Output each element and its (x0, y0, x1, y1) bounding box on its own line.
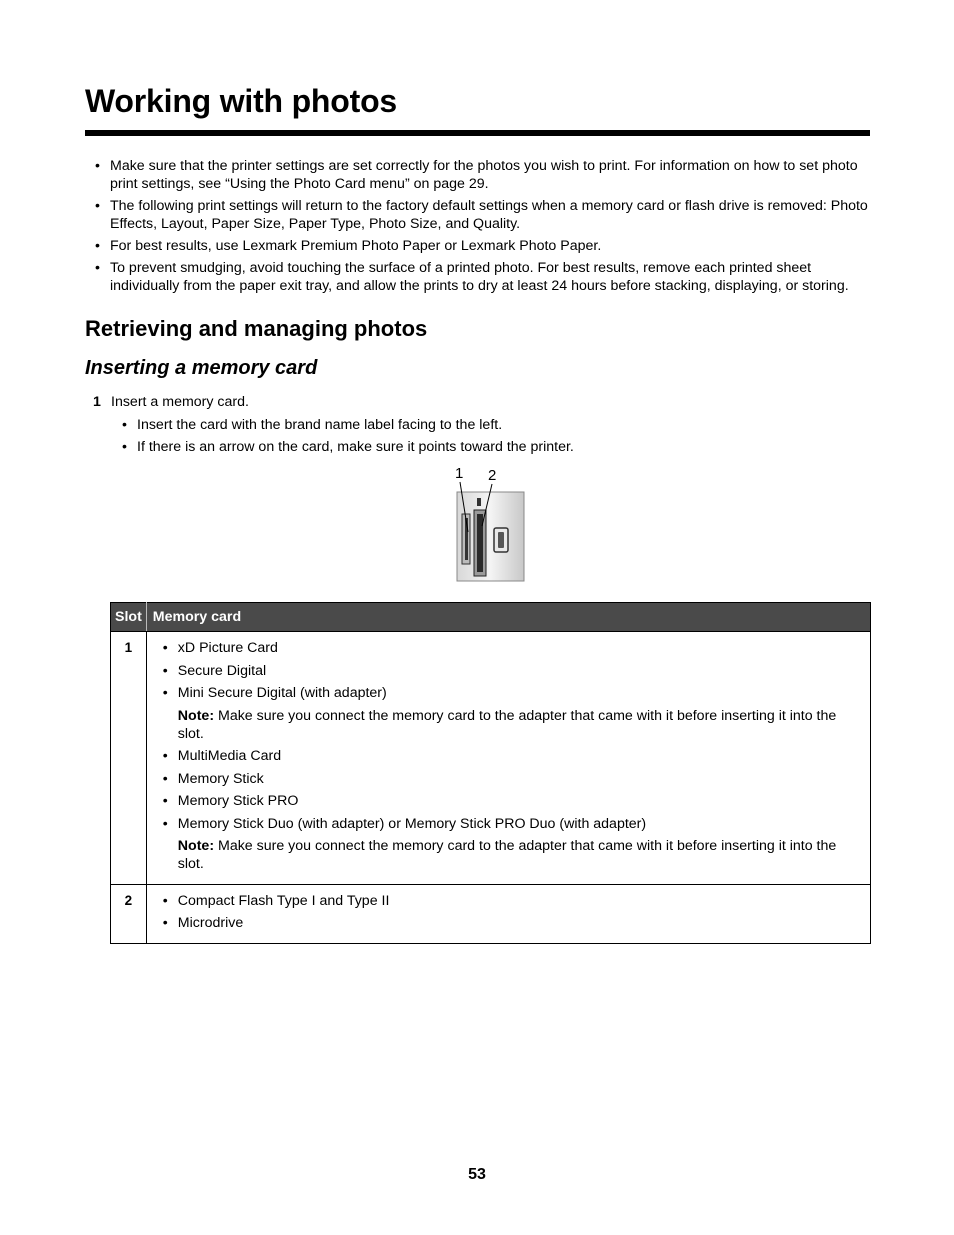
list-item: • Compact Flash Type I and Type II (162, 892, 390, 909)
bullet-icon: • (95, 158, 100, 174)
bullet-icon: • (162, 770, 168, 787)
list-item: • MultiMedia Card (162, 748, 282, 764)
list-item: • Memory Stick PRO (162, 793, 299, 809)
bullet-icon: • (95, 238, 100, 254)
memory-card-cell (146, 884, 870, 943)
page-number: 53 (468, 1166, 486, 1183)
step-text: Insert a memory card. (111, 394, 249, 410)
table-row (111, 632, 871, 885)
bullet-icon: • (162, 815, 168, 832)
bullet-icon: • (162, 662, 168, 679)
table-row (111, 884, 871, 943)
bullet-icon: • (95, 198, 100, 214)
intro-bullet: • The following print settings will return to the factory default settings when a memory card or flash drive is removed: Photo Effects, Layout, Paper Size, Paper Type, Photo Size, and Quality. (95, 198, 868, 232)
step-bullet: • Insert the card with the brand name label facing to the left. (122, 417, 503, 433)
intro-bullet: • For best results, use Lexmark Premium Photo Paper or Lexmark Photo Paper. (95, 238, 602, 254)
card-slot-illustration (440, 464, 530, 586)
page-title: Working with photos (85, 83, 398, 119)
step-bullet: • If there is an arrow on the card, make sure it points toward the printer. (122, 439, 574, 455)
bullet-icon: • (162, 640, 168, 656)
note: Note: Make sure you connect the memory card to the adapter that came with it before inserting it into the slot. (177, 838, 837, 872)
list-item: • Secure Digital (162, 662, 267, 679)
bullet-icon: • (95, 260, 100, 276)
bullet-icon: • (162, 793, 168, 809)
header-memory-card: Memory card (146, 603, 870, 632)
subsection-title: Inserting a memory card (85, 357, 318, 379)
header-slot: Slot (111, 603, 147, 632)
bullet-icon: • (162, 748, 168, 764)
list-item: • Mini Secure Digital (with adapter) (162, 685, 387, 701)
memory-card-slot-figure (440, 464, 530, 586)
list-item: • Memory Stick Duo (with adapter) or Memory Stick PRO Duo (with adapter) (162, 815, 647, 832)
slot-number: 1 (111, 632, 147, 885)
card-list (147, 885, 870, 943)
bullet-icon: • (122, 417, 127, 433)
step-1 (93, 393, 249, 411)
bullet-icon: • (122, 439, 127, 455)
figure-label-1: 1 (455, 465, 464, 482)
table-header-row (111, 603, 871, 632)
bullet-icon: • (162, 892, 168, 909)
section-title: Retrieving and managing photos (85, 316, 428, 341)
list-item: • Memory Stick (162, 770, 264, 787)
card-list (147, 632, 870, 884)
list-item: • Microdrive (162, 915, 244, 931)
step-bullet-list (112, 416, 574, 460)
bullet-icon: • (162, 685, 168, 701)
intro-bullet: • Make sure that the printer settings are set correctly for the photos you wish to print. For information on how to set photo print settings, see “Using the Photo Card menu” on page 29. (95, 158, 858, 192)
slot-number: 2 (111, 884, 147, 943)
note: Note: Make sure you connect the memory card to the adapter that came with it before inserting it into the slot. (177, 707, 837, 742)
step-number: 1 (93, 394, 101, 410)
intro-bullet: • To prevent smudging, avoid touching the surface of a printed photo. For best results, remove each printed sheet individually from the paper exit tray, and allow the prints to dry at least 24 hours before stacking, displaying, or storing. (95, 260, 849, 294)
intro-bullet-list (85, 157, 875, 299)
memory-card-cell (146, 632, 870, 885)
figure-label-2: 2 (488, 467, 497, 484)
memory-card-table (110, 602, 871, 944)
list-item: • xD Picture Card (162, 640, 278, 656)
title-rule (85, 130, 870, 136)
bullet-icon: • (162, 915, 168, 931)
